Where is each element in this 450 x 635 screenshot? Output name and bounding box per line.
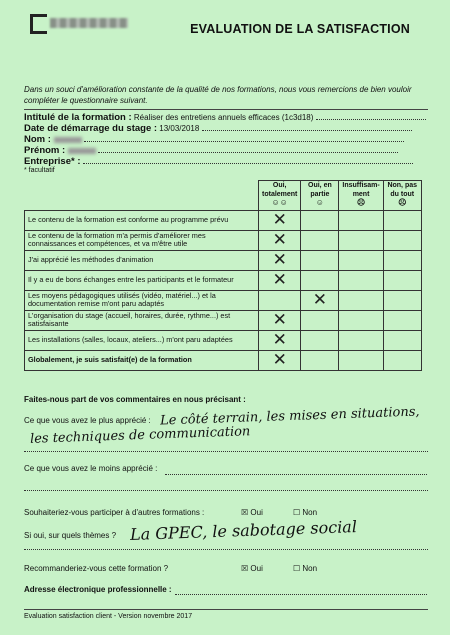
cross-mark: ✕ (272, 349, 287, 370)
answer-cell[interactable] (383, 270, 421, 290)
most-appreciated-answer-2: les techniques de communication (29, 424, 251, 447)
answer-cell[interactable] (301, 330, 339, 350)
email-label: Adresse électronique professionnelle : (24, 585, 172, 594)
recommend-yes-checkbox[interactable]: ☒ Oui (241, 564, 263, 573)
col-header: Insuffisam-ment ☹ (339, 181, 383, 211)
table-row (25, 310, 422, 330)
table-row (25, 270, 422, 290)
answer-cell[interactable] (339, 250, 383, 270)
company-logo (30, 12, 130, 32)
question-text: Le contenu de la formation est conforme au programme prévu (25, 210, 259, 230)
answer-cell[interactable] (259, 210, 301, 230)
table-row (25, 230, 422, 250)
answer-cell[interactable] (301, 210, 339, 230)
prenom-field: Prénom : (24, 145, 398, 156)
question-text: Le contenu de la formation m'a permis d'améliorer mes connaissances et compétences, et va m'être utile (25, 230, 259, 250)
answer-cell[interactable] (339, 350, 383, 370)
answer-cell[interactable] (301, 290, 339, 310)
themes-answer: La GPEC, le sabotage social (129, 517, 358, 544)
cross-mark: ✕ (272, 229, 287, 250)
entreprise-field: Entreprise* : (24, 156, 413, 167)
question-text: Les installations (salles, locaux, ateliers...) m'ont paru adaptées (25, 330, 259, 350)
cross-mark: ✕ (312, 289, 328, 310)
answer-cell[interactable] (383, 250, 421, 270)
answer-cell[interactable] (301, 250, 339, 270)
most-appreciated-answer-1: Le côté terrain, les mises en situations, (159, 404, 420, 429)
question-text: Il y a eu de bons échanges entre les participants et le formateur (25, 270, 259, 290)
other-training-question: Souhaiteriez-vous participer à d'autres formations : (24, 508, 205, 517)
answer-cell[interactable] (301, 310, 339, 330)
evaluation-table (24, 180, 422, 371)
answer-cell[interactable] (339, 210, 383, 230)
cross-mark: ✕ (272, 209, 287, 230)
intro-text: Dans un souci d'amélioration constante de la qualité de nos formations, nous vous remercions de bien vouloir compléter le questionnaire suivant. (24, 85, 412, 105)
comments-heading: Faites-nous part de vos commentaires en nous précisant : (24, 395, 246, 404)
date-field: Date de démarrage du stage : 13/03/2018 (24, 123, 412, 134)
cross-mark: ✕ (272, 309, 287, 330)
answer-cell[interactable] (339, 230, 383, 250)
answer-cell[interactable] (301, 230, 339, 250)
nom-field: Nom : (24, 134, 404, 145)
answer-cell[interactable] (259, 310, 301, 330)
other-yes-checkbox[interactable]: ☒ Oui (241, 508, 263, 517)
answer-cell[interactable] (259, 230, 301, 250)
answer-cell[interactable] (383, 310, 421, 330)
answer-cell[interactable] (259, 290, 301, 310)
answer-cell[interactable] (339, 330, 383, 350)
answer-cell[interactable] (301, 270, 339, 290)
answer-cell[interactable] (339, 270, 383, 290)
answer-cell[interactable] (339, 290, 383, 310)
table-row (25, 290, 422, 310)
footnote: * facultatif (24, 167, 55, 174)
formation-field: Intitulé de la formation : Réaliser des entretiens annuels efficaces (1c3d18) (24, 112, 426, 123)
recommend-question: Recommanderiez-vous cette formation ? (24, 564, 169, 573)
col-header: Oui, en partie ☺ (301, 181, 339, 211)
other-no-checkbox[interactable]: ☐ Non (293, 508, 318, 517)
cross-mark: ✕ (272, 269, 287, 290)
recommend-no-checkbox[interactable]: ☐ Non (293, 564, 318, 573)
answer-cell[interactable] (383, 210, 421, 230)
table-row (25, 330, 422, 350)
answer-cell[interactable] (339, 310, 383, 330)
col-header: Oui, totalement ☺☺ (259, 181, 301, 211)
question-text: L'organisation du stage (accueil, horaires, durée, rythme...) est satisfaisante (25, 310, 259, 330)
question-text: Globalement, je suis satisfait(e) de la formation (25, 350, 259, 370)
answer-cell[interactable] (383, 290, 421, 310)
page-title: EVALUATION DE LA SATISFACTION (190, 22, 410, 36)
answer-cell[interactable] (301, 350, 339, 370)
table-row (25, 210, 422, 230)
answer-cell[interactable] (259, 330, 301, 350)
divider (24, 109, 428, 110)
most-appreciated-label: Ce que vous avez le plus apprécié : (24, 416, 151, 425)
answer-cell[interactable] (383, 350, 421, 370)
answer-cell[interactable] (383, 230, 421, 250)
cross-mark: ✕ (272, 249, 287, 270)
least-appreciated-label: Ce que vous avez le moins apprécié : (24, 464, 158, 473)
answer-cell[interactable] (383, 330, 421, 350)
col-header: Non, pas du tout ☹ (383, 181, 421, 211)
answer-cell[interactable] (259, 350, 301, 370)
cross-mark: ✕ (272, 329, 287, 350)
answer-cell[interactable] (259, 270, 301, 290)
footer-text: Evaluation satisfaction client - Version novembre 2017 (24, 613, 193, 620)
themes-label: Si oui, sur quels thèmes ? (24, 531, 117, 540)
question-text: Les moyens pédagogiques utilisés (vidéo, matériel...) et la documentation remise m'ont paru adaptés (25, 290, 259, 310)
table-corner (25, 181, 259, 211)
table-row (25, 250, 422, 270)
question-text: J'ai apprécié les méthodes d'animation (25, 250, 259, 270)
answer-cell[interactable] (259, 250, 301, 270)
table-row (25, 350, 422, 370)
